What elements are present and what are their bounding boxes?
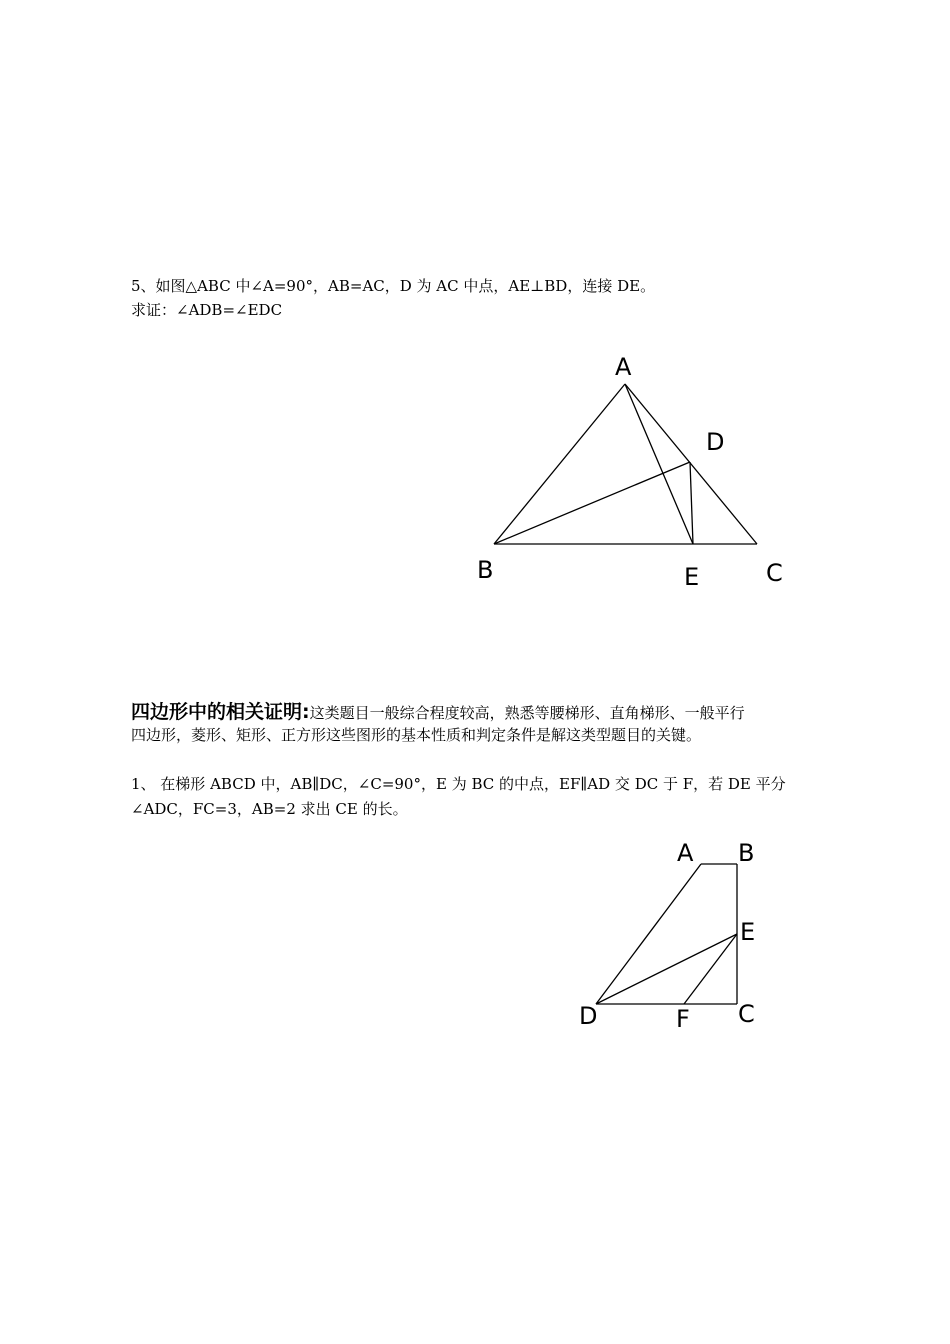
label-b-trap: B bbox=[738, 839, 755, 867]
label-d-trap: D bbox=[579, 1002, 598, 1030]
label-e-trap: E bbox=[740, 918, 756, 946]
label-a-trap: A bbox=[677, 839, 694, 867]
section-heading bbox=[131, 697, 745, 724]
problem-5-statement: 5、如图△ABC 中∠A=90°，AB=AC，D 为 AC 中点，AE⊥BD，连接 DE。 bbox=[131, 277, 656, 295]
problem-1-question: ∠ADC，FC=3，AB=2 求出 CE 的长。 bbox=[131, 800, 408, 818]
label-f-trap: F bbox=[676, 1005, 690, 1033]
label-c: C bbox=[766, 559, 783, 587]
label-a: A bbox=[615, 353, 632, 381]
label-b: B bbox=[477, 556, 494, 584]
segment-ae bbox=[625, 384, 693, 544]
triangle-figure bbox=[494, 384, 757, 544]
label-c-trap: C bbox=[738, 1000, 755, 1028]
label-d: D bbox=[706, 428, 725, 456]
section-title: 四边形中的相关证明: bbox=[131, 701, 310, 723]
segment-ad bbox=[596, 864, 701, 1004]
segment-bd bbox=[494, 462, 690, 544]
section-intro-2: 四边形，菱形、矩形、正方形这些图形的基本性质和判定条件是解这类型题目的关键。 bbox=[131, 726, 702, 744]
section-intro-1: 这类题目一般综合程度较高，熟悉等腰梯形、直角梯形、一般平行 bbox=[309, 704, 745, 722]
segment-ef bbox=[684, 934, 737, 1004]
trapezoid-figure bbox=[596, 864, 737, 1004]
problem-5-prove: 求证：∠ADB=∠EDC bbox=[131, 301, 283, 319]
segment-de-diag bbox=[596, 934, 737, 1004]
segment-ac bbox=[625, 384, 757, 544]
segment-ab bbox=[494, 384, 625, 544]
segment-de bbox=[690, 462, 693, 544]
problem-1-statement: 1、 在梯形 ABCD 中，AB∥DC，∠C=90°，E 为 BC 的中点，EF∥AD 交 DC 于 F，若 DE 平分 bbox=[131, 775, 786, 793]
label-e: E bbox=[684, 563, 700, 591]
